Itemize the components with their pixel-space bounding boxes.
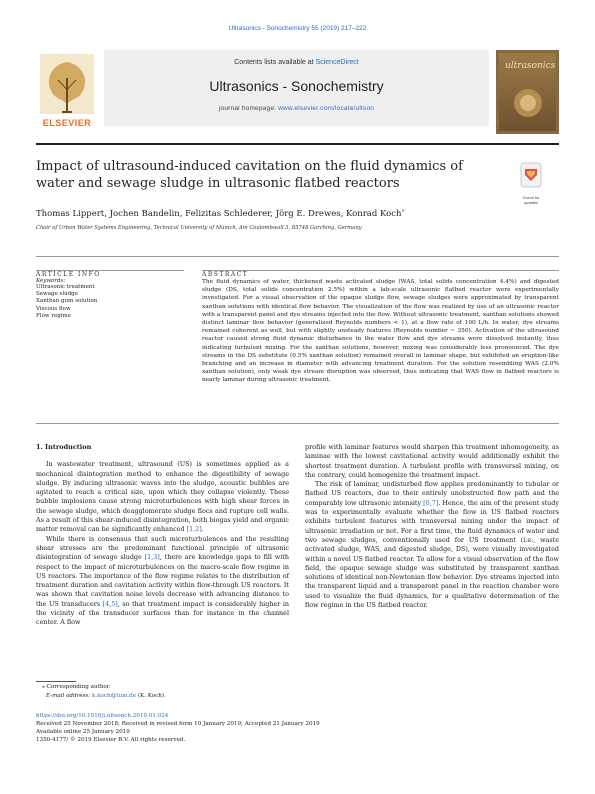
masthead	[104, 50, 489, 126]
citation-link[interactable]: [6,7]	[423, 498, 439, 507]
article-info-heading: ARTICLE INFO	[36, 271, 101, 278]
email-note	[36, 692, 166, 701]
corresponding-note: ⁎ Corresponding author.	[42, 684, 111, 690]
online-date: Available online 25 January 2019	[36, 729, 130, 735]
keyword-item: Viscous flow	[36, 305, 71, 312]
citation-link[interactable]: [4,5]	[102, 599, 118, 608]
journal-citation[interactable]: Ultrasonics - Sonochemistry 55 (2019) 217–222	[228, 25, 367, 32]
journal-cover-image	[496, 50, 559, 134]
citation-link[interactable]: [1,3]	[144, 553, 160, 562]
keyword-item: Sewage sludge	[36, 291, 78, 298]
affiliation: Chair of Urban Water Systems Engineering, Technical University of Munich, Am Coulombwall 3, 85748 Garching, Germany	[36, 225, 362, 231]
intro-p2-text-b: , there are knowledge gaps to fill with respect to the impact of microturbulences on the macro-scale flow regime in US reactors. The importance of the flow regime relates to the distribution of treatment duration and cavitation activity within flow-through US reactors. It was shown that cavitation noise levels decrease with advancing distance to the US transducers	[36, 553, 289, 608]
intro-p2-text-c: , so that treatment impact is considerably higher in the vicinity of the transducer surfaces than for instance in the channel center. A flow	[36, 599, 289, 627]
article-info-rule	[36, 270, 184, 271]
abstract-rule	[202, 270, 559, 271]
cover-title: ultrasonics	[505, 61, 556, 71]
publication-info	[36, 712, 320, 744]
authors-text: Thomas Lippert, Jochen Bandelin, Felizitas Schlederer, Jörg E. Drewes, Konrad Koch	[36, 208, 402, 219]
intro-paragraph-3	[305, 443, 559, 480]
intro-paragraph-1	[36, 460, 289, 534]
keywords-list	[36, 284, 184, 320]
intro-p4-text-b: . Hence, the aim of the present study was to experimentally evaluate whether the flow in US flatbed reactors exhibits turbulent features with transversal mixing under the impact of ultrasonic irradiation or not. For a first time, the fluid dynamics of water and two sewage sludges, conventionally used for US treatment (i.e., waste activated sludge, WAS, and digested sludge, DS), were visually investigated within a novel US flatbed reactor. To allow for a visual observation of the flow field, the opaque sewage sludge was substituted by transparent xanthan solutions of identical non-Newtonian flow behavior. Dye streams injected into the transparent liquid and a transparent panel in the reaction chamber were used to visualize the fluid dynamics, for a qualitative determination of the flow regime in the US flatbed reactor.	[305, 498, 559, 610]
doi-link[interactable]: https://doi.org/10.1016/j.ultsonch.2019.01.024	[36, 713, 169, 719]
check-for-updates-badge[interactable]	[511, 161, 551, 205]
contents-line	[104, 59, 489, 66]
intro-heading: 1. Introduction	[36, 443, 92, 451]
intro-right-column	[305, 443, 559, 610]
copyright: 1350-4177/ © 2019 Elsevier B.V. All rights reserved.	[36, 737, 186, 743]
crossmark-icon	[511, 161, 551, 191]
intro-p4-text-a: The risk of laminar, undisturbed flow applies predominantly to tubular or flatbed US reactors, due to their entirely unobstructed flow path and the comparably low ultrasonic intensity	[305, 480, 559, 507]
publisher-name: ELSEVIER	[42, 118, 92, 128]
cover-illustration-icon	[507, 83, 549, 123]
intro-p3-text: profile with laminar features would sharpen this treatment inhomogeneity, as laminae with the lowest cavitational activity would additionally exhibit the shortest treatment duration. A turbulent profile with transversal mixing, on the contrary, could homogenize the treatment impact.	[305, 443, 559, 479]
footnote-rule	[36, 681, 76, 682]
crossmark-line1: Check for	[522, 195, 540, 200]
keyword-item: Xanthan gum solution	[36, 298, 98, 305]
footnotes	[36, 683, 166, 700]
journal-banner	[36, 50, 559, 134]
email-label: E-mail address:	[46, 692, 92, 699]
elsevier-logo	[36, 50, 98, 134]
homepage-prefix: journal homepage:	[218, 105, 279, 112]
intro-p1-text: In wastewater treatment, ultrasound (US) is sometimes applied as a mechanical disintegration method to enhance the digestibility of sewage sludge. By inducing ultrasonic waves into the sludge, acoustic bubbles are agitated to reach a critical size, upon which they collapse violently. These bubble implosions cause strong microturbulences with high shear forces in the sewage sludge, which deagglomerate sludge flocs and rupture cell walls. As a result of this shear-induced disintegration, both biogas yield and organic matter removal can be significantly enhanced	[36, 460, 289, 534]
keywords-box	[36, 272, 184, 320]
intro-left-column	[36, 443, 289, 628]
journal-homepage	[104, 105, 489, 112]
info-rule-top	[36, 256, 559, 257]
corresponding-author-mark[interactable]: ⁎	[401, 207, 405, 214]
author-list	[36, 207, 404, 219]
cover-inner	[499, 53, 556, 131]
header-rule	[36, 143, 559, 145]
email-suffix: (K. Koch).	[136, 692, 166, 699]
journal-title: Ultrasonics - Sonochemistry	[209, 78, 384, 94]
abstract-heading: ABSTRACT	[202, 271, 249, 278]
abstract-rule-bottom	[36, 423, 559, 424]
homepage-link[interactable]: www.elsevier.com/locate/ultson	[278, 105, 375, 112]
article-title: Impact of ultrasound-induced cavitation on the fluid dynamics of water and sewage sludge in ultrasonic flatbed reactors	[36, 159, 463, 191]
keyword-item: Ultrasonic treatment	[36, 284, 95, 290]
email-link[interactable]: k.koch@tum.de	[91, 692, 137, 699]
sciencedirect-link[interactable]: ScienceDirect	[315, 59, 359, 66]
abstract-text: The fluid dynamics of water, thickened waste activated sludge (WAS, total solids concentration 4.4%) and digested sludge (DS, total solids concentration 2.5%) within a lab-scale ultrasonic flatbed reactor were experimentally investigated. For a visual observation of the opaque sludge flow, sewage sludges were approximated by transparent xanthan solutions with identical flow behavior. The visualization of the flow was realized by use of an ultrasonic reactor with a transparent panel and dye streams injected into the flow. Without ultrasonic treatment, xanthan solutions showed distinct laminar flow behavior (generalized Reynolds numbers < 1), at a flow rate of 100 L/h. In water, dye streams remained coherent as well, but with slightly unsteady features (Reynolds number ~ 350). Activation of the ultrasound reactor caused strong fluid dynamic disturbance in the water flow and dye streams were dissolved instantly, thus indicating turbulent mixing. For the xanthan solutions, however, mixing was considerably less pronounced. The dye streams in the DS substitute (0.5% xanthan solution) remained overall in laminar shape, but exhibited an eruption-like branching and an increase in diameter with advancing treatment duration. For the solution resembling WAS (2.0% xanthan solution), only weak dye stream disruption was observed, thus indicating that WAS flow in flatbed reactors is nearly laminar during ultrasonic treatment.	[202, 279, 559, 384]
contents-prefix: Contents lists available at	[234, 59, 316, 66]
intro-p2-text-a: While there is consensus that such microturbulences and the resulting shear stresses are the predominant functional principle of ultrasonic disintegration of sewage sludge	[36, 534, 289, 562]
intro-paragraph-4	[305, 480, 559, 610]
crossmark-line2: updates	[523, 200, 539, 205]
intro-p1-end: .	[201, 525, 204, 534]
intro-paragraph-2	[36, 535, 289, 628]
keywords-title: Keywords:	[36, 278, 66, 284]
keyword-item: Flow regime	[36, 312, 71, 319]
abstract-section	[202, 272, 559, 385]
citation-link[interactable]: [1,2]	[186, 525, 202, 534]
received-dates: Received 25 November 2018; Received in revised form 10 January 2019; Accepted 21 January 2019	[36, 721, 320, 727]
